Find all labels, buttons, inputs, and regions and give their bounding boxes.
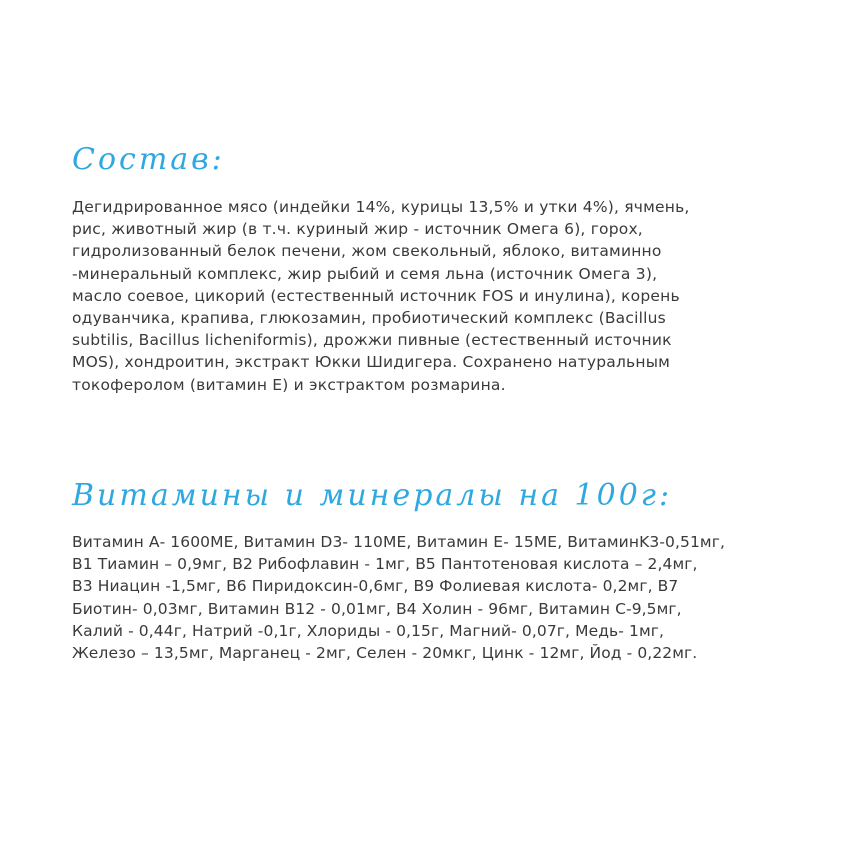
composition-line: токоферолом (витамин Е) и экстрактом розмарина. (72, 375, 506, 394)
composition-line: гидролизованный белок печени, жом свекольный, яблоко, витаминно (72, 242, 662, 261)
vitamins-text (72, 531, 842, 664)
vitamins-line: B1 Тиамин – 0,9мг, B2 Рибофлавин - 1мг, B5 Пантотеновая кислота – 2,4мг, (72, 555, 698, 574)
composition-line: MOS), хондроитин, экстракт Юкки Шидигера. Сохранено натуральным (72, 353, 671, 372)
composition-line: масло соевое, цикорий (естественный источник FOS и инулина), корень (72, 286, 680, 305)
vitamins-line: Витамин А- 1600МЕ, Витамин D3- 110МЕ, Витамин Е- 15МЕ, ВитаминK3-0,51мг, (72, 533, 725, 551)
vitamins-line: Калий - 0,44г, Натрий -0,1г, Хлориды - 0,15г, Магний- 0,07г, Медь- 1мг, (72, 621, 665, 640)
vitamins-heading: Витамины и минералы на 100г: (72, 478, 673, 513)
vitamins-line: Железо – 13,5мг, Марганец - 2мг, Селен - 20мкг, Цинк - 12мг, Йод - 0,22мг. (72, 644, 698, 663)
composition-line: Дегидрированное мясо (индейки 14%, курицы 13,5% и утки 4%), ячмень, (72, 198, 690, 216)
composition-line: одуванчика, крапива, глюкозамин, пробиотический комплекс (Bacillus (72, 309, 666, 328)
composition-line: subtilis, Bacillus licheniformis), дрожжи пивные (естественный источник (72, 331, 672, 350)
composition-line: -минеральный комплекс, жир рыбий и семя льна (источник Омега 3), (72, 264, 658, 283)
composition-heading: Состав: (72, 142, 225, 177)
composition-text (72, 196, 842, 396)
vitamins-line: B3 Ниацин -1,5мг, B6 Пиридоксин-0,6мг, B9 Фолиевая кислота- 0,2мг, B7 (72, 577, 679, 596)
vitamins-line: Биотин- 0,03мг, Витамин B12 - 0,01мг, B4 Холин - 96мг, Витамин С-9,5мг, (72, 599, 682, 618)
composition-line: рис, животный жир (в т.ч. куриный жир - источник Омега 6), горох, (72, 220, 643, 239)
